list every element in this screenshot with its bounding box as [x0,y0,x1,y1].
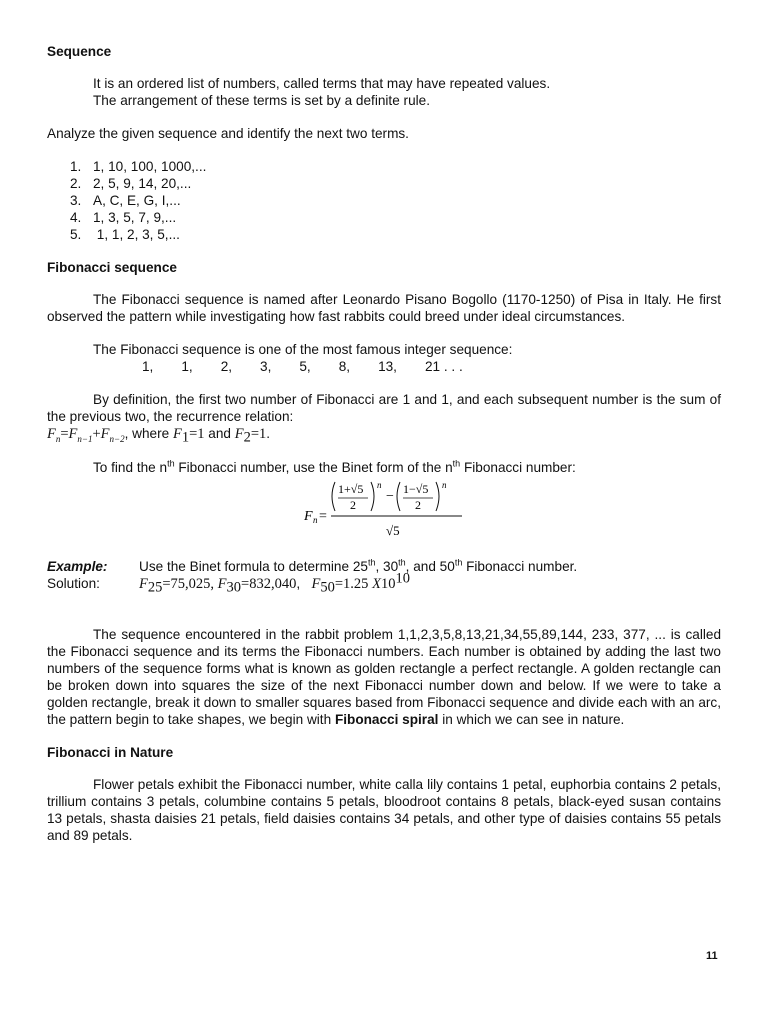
svg-text:n: n [313,515,318,525]
binet-formula [47,478,721,544]
svg-text:=: = [319,509,327,524]
page-number: 11 [706,950,718,962]
svg-text:√5: √5 [386,523,400,538]
svg-text:n: n [377,480,382,490]
solution-label: Solution: [47,576,100,591]
sequence-definition-line-1: It is an ordered list of numbers, called terms that may have repeated values. [93,76,551,91]
fibonacci-history-paragraph: The Fibonacci sequence is named after Leonardo Pisano Bogollo (1170-1250) of Pisa in Italy. He first observed the pattern while investigating how fast rabbits could breed under ideal circumstances. [47,292,721,324]
svg-text:2: 2 [415,498,421,512]
example-text: Use the Binet formula to determine 25th, 30th, and 50th Fibonacci number. [139,557,578,574]
list-item: 2. 2, 5, 9, 14, 20,... [70,176,192,191]
fibonacci-term: 1, [181,359,193,374]
solution-row [47,570,721,596]
nature-paragraph: Flower petals exhibit the Fibonacci number, white calla lily contains 1 petal, euphorbia contains 2 petals, trillium contains 3 petals, columbine contains 5 petals, bloodroot contains 8 petals, black-eyed susan contains 13 petals, shasta daisies 21 petals, field daisies contains 34 petals, and other type of daisies contains 55 petals and 89 petals. [47,777,721,843]
document-page [47,43,721,844]
svg-text:n: n [442,480,447,490]
fibonacci-term: 21 . . . [424,359,463,374]
recurrence-formula: $F_n=F_{n-1}+F_{n-2}$, where $F_1=1$ and $F_2=1$. [47,426,271,446]
sequence-definition [47,75,721,109]
fibonacci-term: 13, [378,359,397,374]
heading-fibonacci-sequence: Fibonacci sequence [47,260,177,275]
svg-text:1−√5: 1−√5 [403,482,429,496]
binet-intro: To find the $n^{th}$ Fibonacci number, use the Binet form of the $n^{th}$ Fibonacci number: [93,458,576,475]
svg-text:1+√5: 1+√5 [338,482,364,496]
heading-fibonacci-in-nature: Fibonacci in Nature [47,745,174,760]
fibonacci-spiral-term: Fibonacci spiral [334,712,439,727]
recurrence-block [47,391,721,446]
solution-values: $F_{25}=75,025$, $F_{30}=832,040$, $F_{50}=1.25$ $X10^{10}$ [139,570,411,596]
list-item: 4. 1, 3, 5, 7, 9,... [70,210,177,225]
fibonacci-famous-sentence: The Fibonacci sequence is one of the most famous integer sequence: [93,342,513,357]
svg-text:F: F [304,509,313,524]
fibonacci-term: 1, [142,359,154,374]
heading-sequence: Sequence [47,44,112,59]
sequence-exercise-list [47,158,721,243]
fibonacci-term: 8, [338,359,351,374]
svg-text:−: − [386,489,394,504]
rabbit-problem-paragraph: The sequence encountered in the rabbit problem 1,1,2,3,5,8,13,21,34,55,89,144, 233, 377, ... is called the Fibonacci sequence and its terms the Fibonacci numbers. Each number is obtained by adding the last two numbers of the sequence forms what is known as golden rectangle a perfect rectangle. A golden rectangle can be broken down into squares the size of the next Fibonacci number down and below. If we were to take a golden rectangle, break it down to smaller squares based from Fibonacci sequence and divide each with an arc, the pattern begin to take shapes, we begin with Fibonacci spiral in which we can see in nature. [47,627,721,727]
recurrence-paragraph: By definition, the first two number of Fibonacci are 1 and 1, and each subsequent number is the sum of the previous two, the recurrence relation: [47,392,721,424]
fibonacci-famous-block [47,341,721,375]
list-item: 5. 1, 1, 2, 3, 5,... [70,227,180,242]
sequence-definition-line-2: The arrangement of these terms is set by a definite rule. [93,93,430,108]
fibonacci-terms-row [142,358,721,375]
example-row [47,558,721,575]
svg-text:2: 2 [350,498,356,512]
fibonacci-term: 2, [220,359,233,374]
list-item: 1. 1, 10, 100, 1000,... [70,159,207,174]
binet-formula-graphic [302,478,472,544]
list-item: 3. A, C, E, G, I,... [70,193,181,208]
fibonacci-term: 3, [260,359,272,374]
fibonacci-term: 5, [299,359,311,374]
example-label: Example: [47,559,108,574]
sequence-instruction: Analyze the given sequence and identify the next two terms. [47,126,409,141]
